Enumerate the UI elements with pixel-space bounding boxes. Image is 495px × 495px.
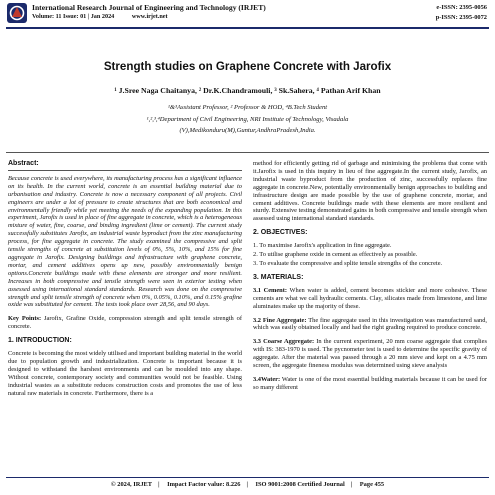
journal-header <box>0 0 495 26</box>
paper-authors: ¹ J.Sree Naga Chaitanya, ² Dr.K.Chandramouli, ³ Sk.Sahera, ⁴ Pathan Arif Khan <box>114 86 381 95</box>
footer-iso: ISO 9001:2008 Certified Journal <box>255 481 345 488</box>
journal-title: International Research Journal of Engineering and Technology (IRJET) <box>32 3 266 12</box>
journal-volume: Volume: 11 Issue: 01 | Jan 2024 <box>32 13 115 20</box>
affiliation-address: (V),Medikonduru(M),Guntur,AndhraPradesh,India. <box>179 127 316 134</box>
water-text: Water is one of the most essential building materials because it can be used for so many different <box>253 375 487 391</box>
footer-copyright: © 2024, IRJET <box>110 481 153 488</box>
introduction-heading: 1. INTRODUCTION: <box>8 337 72 345</box>
coarse-aggregate-paragraph <box>253 338 487 370</box>
pissn: p-ISSN: 2395-0072 <box>435 14 487 21</box>
right-column <box>253 160 487 398</box>
paper-title: Strength studies on Graphene Concrete with Jarofix <box>103 60 392 73</box>
irjet-logo-icon <box>6 2 28 24</box>
introduction-text: Concrete is becoming the most widely utilised and important building material in the world due to population growth and industrialization. Concrete is important because it is designed to withstand the harshest environments and can be moulded into any shape. Without concrete, contemporary society and communities would not be feasible. Using industrial wastes as a substitute reduces construction costs and promotes the use of less natural raw materials in concrete. Furthermore, there is a <box>8 350 242 397</box>
objective-item: 1. To maximise Jarofix's application in fine aggregate. <box>253 242 392 250</box>
abstract-text: Because concrete is used everywhere, its manufacturing process has a significant influence on its health. In the current world, concrete is an essential building material due to urbanisation and industry. Concrete is now a necessary component of all projects. Civil engineers are under a lot of pressure to create structures that are both economical and environmentally friendly while yet meeting the needs of the expanding population. In this experiment, Jarofix is used in place of fine aggregate in concrete, which is a heterogeneous mixture of water, fine, coarse, and binding ingredient (lime or cement). The current study successfully substitutes Jarofix, an industrial waste byproduct from the zinc manufacturing process, for fine aggregate in concrete. The study examined the compressive and split tensile strengths of concrete at substitution levels of 0%, 5%, 10%, and 15% for fine aggregate in Jarofix. Designing buildings and infrastructure with graphene concrete, mortar, and cement additives opens up new, possibly environmentally benign options.Concrete buildings made with these elements are stronger and more resilient. Increases in both compressive and tensile strength were seen in exterior testing when assessed using international standard standards. Research was done on the compressive strength and split tensile strength of concrete when 0%, 0.05%, 0.10%, and 0.15% grafine oxide was substituted for cement. The tests took place over 28,56, and 90 days. <box>8 174 242 309</box>
title-rule <box>6 152 489 153</box>
eissn: e-ISSN: 2395-0056 <box>436 4 487 11</box>
keywords <box>8 315 242 331</box>
fine-aggregate-label: 3.2 Fine Aggregate: <box>253 316 307 324</box>
affiliation-department: ¹,²,³,⁴Department of Civil Engineering, NRI Institute of Technology, Visadala <box>146 116 349 123</box>
coarse-aggregate-text: In the current experiment, 20 mm coarse aggregate that complies with IS: 383-1970 is used. The pycnometer test is used to determine the specific gravity of aggregate. After the material was passed through a 20 mm sieve and kept on a 4.75 mm screen, the aggregate fineness modulus was determined using sieve analysis <box>253 338 487 370</box>
materials-heading: 3. MATERIALS: <box>253 273 304 281</box>
fine-aggregate-paragraph <box>253 317 487 333</box>
abstract-rule <box>8 170 242 171</box>
objectives-heading: 2. OBJECTIVES: <box>253 229 308 237</box>
keywords-label: Key Points: <box>8 315 42 323</box>
objective-item: 2. To utilise graphene oxide in cement as effectively as possible. <box>253 251 418 259</box>
cement-text: When water is added, cement becomes stickier and more cohesive. These cements are what we call hydraulic cements. Clay, silicates made from limestone, and lime aluminates make up the majority of these. <box>253 286 487 310</box>
keywords-text: Jarofix, Grafine Oxide, compression strength and split tensile strength of concrete. <box>8 315 242 331</box>
page-footer: © 2024, IRJET | Impact Factor value: 8.226 | ISO 9001:2008 Certified Journal | Page 455 <box>110 481 385 488</box>
cement-label: 3.1 Cement: <box>253 286 287 294</box>
header-rule <box>6 27 489 29</box>
objective-item: 3. To evaluate the compressive and splite tensile strengths of the concrete. <box>253 259 443 267</box>
left-column <box>8 160 242 403</box>
footer-page-number: Page 455 <box>359 481 385 488</box>
water-paragraph <box>253 376 487 392</box>
journal-website: www.irjet.net <box>131 13 168 20</box>
water-label: 3.4Water: <box>253 375 281 383</box>
journal-issue-line <box>32 13 184 20</box>
footer-impact-factor: Impact Factor value: 8.226 <box>167 481 241 488</box>
cement-paragraph <box>253 287 487 311</box>
footer-rule <box>6 477 489 478</box>
abstract-heading: Abstract: <box>8 160 39 167</box>
coarse-aggregate-label: 3.3 Coarse Aggregate: <box>253 338 315 346</box>
introduction-continued-text: method for efficiently getting rid of garbage and minimising the problems that come with it.Jarofix is used in this inquiry in lieu of fine aggregate.In the current study, Jarofix, an industrial waste byproduct from the production of zinc, successfully replaces fine aggregate in concrete.New, potentially environmentally benign approaches to building and infrastructure design are made possible by the use of graphene concrete, mortar, and cement additives. Concrete buildings made with these elements are more resilient and sturdy. Extensive testing demonstrated gains in both compressive and tensile strength when assessed using international standard standards. <box>253 160 487 223</box>
fine-aggregate-text: The fine aggregate used in this investigation was manufactured sand, which was easily obtained locally and had the right grading required to produce concrete. <box>253 316 487 332</box>
affiliation-roles: ¹&³Assistant Professor, ² Professor & HOD, ⁴B.Tech Student <box>167 104 328 111</box>
